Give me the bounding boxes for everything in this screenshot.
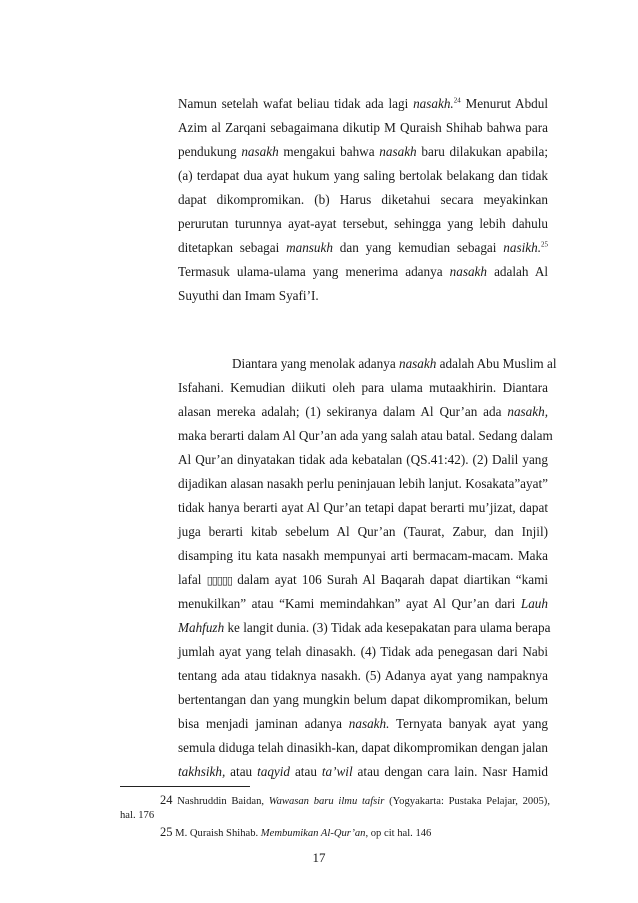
footnote-24-continuation: hal. 176: [120, 810, 155, 821]
body-line: semula diduga telah dinasikh-kan, dapat dikompromikan dengan jalan: [178, 740, 548, 755]
body-line: tentang ada atau tidaknya nasakh. (5) Adanya ayat yang nampaknya: [178, 668, 548, 683]
footnote-divider: [120, 786, 250, 787]
body-line: dijadikan alasan nasakh perlu peninjauan lebih lanjut. Kosakata”ayat”: [178, 476, 548, 491]
body-line: Namun setelah wafat beliau tidak ada lagi nasakh.$^{24}$ Menurut Abdul: [178, 96, 549, 111]
body-line: Termasuk ulama-ulama yang menerima adanya nasakh adalah Al: [178, 264, 549, 279]
body-line: Diantara yang menolak adanya nasakh adalah Abu Muslim al: [232, 356, 557, 371]
body-line: juga berarti kitab sebelum Al Qur’an (Taurat, Zabur, dan Injil): [178, 524, 548, 539]
body-line: Suyuthi dan Imam Syafi’I.: [178, 288, 319, 303]
body-line: Azim al Zarqani sebagaimana dikutip M Quraish Shihab bahwa para: [178, 120, 548, 135]
body-line: jumlah ayat yang telah dinasakh. (4) Tidak ada penegasan dari Nabi: [178, 644, 548, 659]
body-line: pendukung nasakh mengakui bahwa nasakh baru dilakukan apabila;: [178, 144, 548, 159]
body-line: bertentangan dan yang mungkin belum dapat dikompromikan, belum: [178, 692, 548, 707]
body-line: ditetapkan sebagai mansukh dan yang kemudian sebagai nasikh.$^{25}$: [178, 240, 548, 255]
footnote-ref-25: 25: [541, 240, 548, 249]
body-line: dapat dikompromikan. (b) Harus diketahui secara meyakinkan: [178, 192, 548, 207]
body-line: tidak hanya berarti ayat Al Qur’an tetapi dapat berarti mu’jizat, dapat: [178, 500, 548, 515]
body-line: Al Qur’an dinyatakan tidak ada kebatalan (QS.41:42). (2) Dalil yang: [178, 452, 548, 467]
body-line: alasan mereka adalah; (1) sekiranya dalam Al Qur’an ada nasakh,: [178, 404, 549, 419]
footnote-25: 25 M. Quraish Shihab. Membumikan Al-Qur’an, op cit hal. 146: [160, 825, 432, 839]
body-line: bisa menjadi jaminan adanya nasakh. Ternyata banyak ayat yang: [178, 716, 549, 731]
footnote-ref-24: 24: [453, 96, 461, 105]
body-line: disamping itu kata nasakh mempunyai arti bermacam-macam. Maka: [178, 548, 548, 563]
body-line: Mahfuzh ke langit dunia. (3) Tidak ada kesepakatan para ulama berapa: [178, 620, 551, 635]
body-line: perurutan turunnya ayat-ayat tersebut, sehingga yang lebih dahulu: [178, 216, 548, 231]
body-line: maka berarti dalam Al Qur’an ada yang salah atau batal. Sedang dalam: [178, 428, 553, 443]
footnote-24: 24 Nashruddin Baidan, Wawasan baru ilmu tafsir (Yogyakarta: Pustaka Pelajar, 2005),: [160, 793, 550, 807]
body-line: Isfahani. Kemudian diikuti oleh para ulama mutaakhirin. Diantara: [178, 380, 548, 395]
arabic-word-placeholder: ▯▯▯▯▯: [206, 574, 232, 587]
page-number: 17: [312, 850, 326, 865]
body-line: menukilkan” atau “Kami memindahkan” ayat Al Qur’an dari Lauh: [178, 596, 548, 611]
body-line: lafal ▯▯▯▯▯ dalam ayat 106 Surah Al Baqarah dapat diartikan “kami: [178, 572, 548, 587]
body-line: (a) terdapat dua ayat hukum yang saling bertolak belakang dan tidak: [178, 168, 548, 183]
body-line: takhsikh, atau taqyid atau ta’wil atau dengan cara lain. Nasr Hamid: [178, 764, 549, 779]
